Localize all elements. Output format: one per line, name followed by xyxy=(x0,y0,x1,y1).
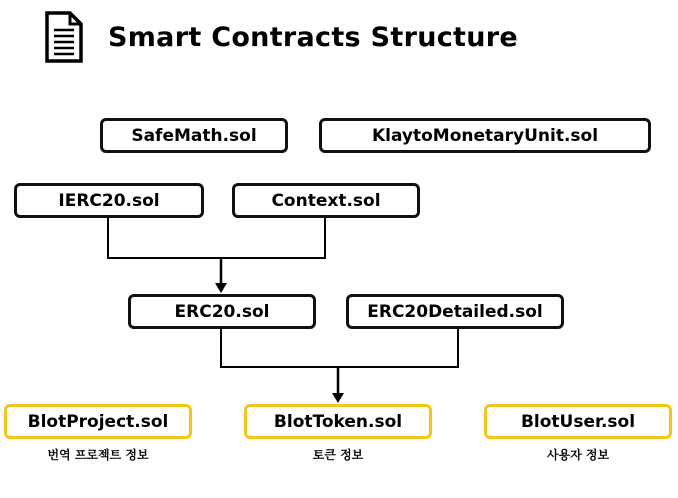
context-box: Context.sol xyxy=(232,183,420,218)
erc20-detailed-box: ERC20Detailed.sol xyxy=(346,294,564,329)
blotproject-caption: 번역 프로젝트 정보 xyxy=(47,448,149,462)
erc20-box: ERC20.sol xyxy=(128,294,316,329)
blotproject-box: BlotProject.sol xyxy=(4,404,192,439)
ierc20-box: IERC20.sol xyxy=(14,183,204,218)
blotuser-box: BlotUser.sol xyxy=(484,404,672,439)
connector-erc20-detailed xyxy=(221,328,458,367)
arrow-head-to-blottoken xyxy=(332,393,344,403)
blottoken-caption: 토큰 정보 xyxy=(312,448,364,462)
blottoken-box: BlotToken.sol xyxy=(244,404,432,439)
safemath-box: SafeMath.sol xyxy=(100,118,288,153)
page-title: Smart Contracts Structure xyxy=(108,22,518,53)
connector-ierc20-context xyxy=(108,217,325,258)
klayto-monetary-unit-box: KlaytoMonetaryUnit.sol xyxy=(319,118,651,153)
blotuser-caption: 사용자 정보 xyxy=(546,448,610,462)
arrow-head-to-erc20 xyxy=(215,283,227,293)
